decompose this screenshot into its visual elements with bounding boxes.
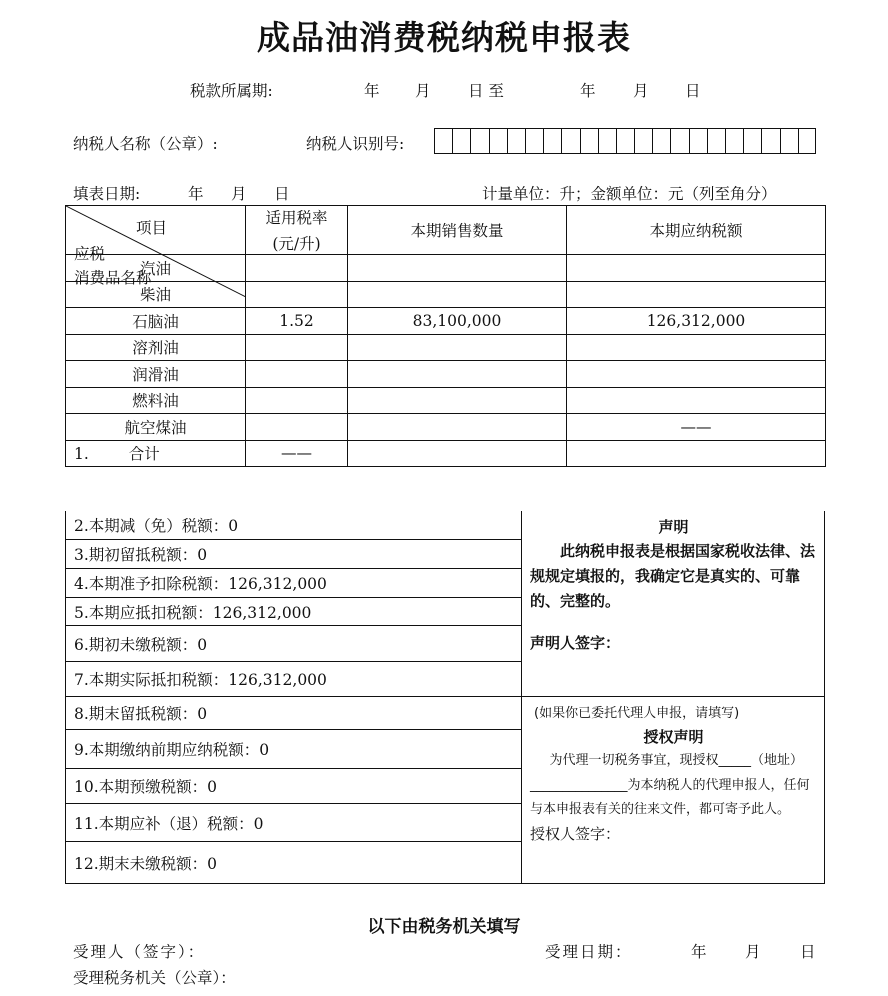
id-digit-box[interactable] (561, 128, 579, 154)
rate-header (246, 206, 348, 255)
tax-office-label[interactable]: 受理税务机关（公章）： (73, 969, 236, 987)
declaration-box (521, 511, 825, 697)
taxpayer-name-label: 纳税人名称（公章）: (73, 135, 218, 153)
qty-cell[interactable] (348, 414, 567, 441)
id-digit-box[interactable] (507, 128, 525, 154)
diag-bottom-label: 消费品名称 (74, 269, 152, 287)
period-end-year: 年 (580, 82, 596, 100)
lower-section (65, 511, 825, 884)
fill-date-label: 填表日期: (73, 185, 141, 203)
item-row[interactable]: 2.本期减（免）税额：0 (66, 511, 521, 540)
receive-date-year: 年 (691, 943, 707, 961)
rate-cell[interactable] (246, 414, 348, 441)
period-end-month: 月 (633, 82, 649, 100)
receive-date-day: 日 (800, 943, 816, 961)
total-label: 合计 (128, 445, 160, 464)
table-row (66, 334, 826, 361)
id-digit-box[interactable] (634, 128, 652, 154)
id-digit-box[interactable] (434, 128, 452, 154)
item-row[interactable]: 10.本期预缴税额：0 (66, 769, 521, 804)
authorization-box (521, 697, 825, 883)
rate-cell[interactable] (246, 361, 348, 388)
total-rate-cell: —— (246, 440, 348, 467)
diag-top-label: 项目 (136, 219, 168, 237)
receiver-label[interactable]: 受理人（签字）： (73, 943, 206, 961)
product-name: 航空煤油 (66, 414, 246, 441)
tax-cell[interactable] (567, 361, 826, 388)
table-row (66, 308, 826, 335)
total-name-cell (66, 440, 246, 467)
tax-cell[interactable]: —— (567, 414, 826, 441)
authorization-note: (如果你已委托代理人申报，请填写) (534, 706, 740, 721)
diag-mid-label: 应税 (74, 245, 106, 263)
id-digit-box[interactable] (616, 128, 634, 154)
product-name: 柴油 (66, 281, 246, 308)
footer-title: 以下由税务机关填写 (367, 917, 521, 937)
product-name: 润滑油 (66, 361, 246, 388)
period-end-day: 日 (685, 82, 701, 100)
rate-header-label: 适用税率 (265, 209, 328, 227)
item-row[interactable]: 8.期末留抵税额：0 (66, 697, 521, 730)
tax-cell[interactable]: 126,312,000 (567, 308, 826, 335)
qty-cell[interactable] (348, 281, 567, 308)
id-digit-box[interactable] (470, 128, 488, 154)
table-row (66, 361, 826, 388)
item-row[interactable]: 7.本期实际抵扣税额：126,312,000 (66, 662, 521, 697)
product-name: 汽油 (66, 255, 246, 282)
authorization-body: 为代理一切税务事宜，现授权_____（地址）_______________为本纳税人的代理申报人，任何与本申报表有关的往来文件，都可寄予此人。 (530, 753, 810, 817)
authorization-sign[interactable]: 授权人签字： (530, 824, 621, 843)
id-digit-box[interactable] (707, 128, 725, 154)
id-digit-box[interactable] (689, 128, 707, 154)
id-digit-box[interactable] (798, 128, 816, 154)
id-digit-box[interactable] (725, 128, 743, 154)
units-note: 计量单位：升；金额单位：元（列至角分） (482, 185, 777, 203)
id-digit-box[interactable] (543, 128, 561, 154)
id-digit-box[interactable] (452, 128, 470, 154)
period-start-year: 年 (364, 82, 380, 100)
rate-cell[interactable] (246, 281, 348, 308)
qty-cell[interactable] (348, 255, 567, 282)
item-row[interactable]: 5.本期应抵扣税额：126,312,000 (66, 598, 521, 626)
qty-cell[interactable]: 83,100,000 (348, 308, 567, 335)
id-digit-box[interactable] (525, 128, 543, 154)
authorization-title: 授权声明 (643, 728, 704, 746)
period-start-month: 月 (415, 82, 431, 100)
qty-cell[interactable] (348, 361, 567, 388)
fill-date-month: 月 (231, 185, 247, 203)
table-row (66, 387, 826, 414)
item-row[interactable]: 4.本期准予扣除税额：126,312,000 (66, 569, 521, 598)
fill-date-year: 年 (188, 185, 204, 203)
item-row[interactable]: 9.本期缴纳前期应纳税额：0 (66, 730, 521, 769)
qty-header: 本期销售数量 (348, 206, 567, 255)
period-label: 税款所属期: (190, 82, 273, 100)
declaration-body: 此纳税申报表是根据国家税收法律、法规规定填报的，我确定它是真实的、可靠的、完整的。 (530, 542, 816, 610)
total-row (66, 440, 826, 467)
table-header-row (66, 206, 826, 255)
taxpayer-id-label: 纳税人识别号: (306, 135, 405, 153)
period-start-day: 日 至 (468, 82, 504, 100)
declaration-title: 声明 (658, 518, 689, 536)
rate-header-unit: (元/升) (272, 235, 321, 253)
total-tax-cell[interactable] (567, 440, 826, 467)
total-qty-cell[interactable] (348, 440, 567, 467)
product-name: 石脑油 (66, 308, 246, 335)
tax-cell[interactable] (567, 334, 826, 361)
tax-cell[interactable] (567, 255, 826, 282)
id-digit-box[interactable] (743, 128, 761, 154)
taxpayer-id-boxes[interactable] (434, 128, 816, 154)
item-row[interactable]: 12.期末未缴税额：0 (74, 854, 218, 873)
receive-date-label: 受理日期： (545, 943, 633, 961)
declaration-sign[interactable]: 声明人签字： (530, 634, 621, 652)
rate-cell[interactable] (246, 334, 348, 361)
qty-cell[interactable] (348, 334, 567, 361)
product-name: 燃料油 (66, 387, 246, 414)
fill-date-day: 日 (274, 185, 290, 203)
rate-cell[interactable] (246, 255, 348, 282)
id-digit-box[interactable] (761, 128, 779, 154)
table-row (66, 414, 826, 441)
tax-cell[interactable] (567, 387, 826, 414)
rate-cell[interactable] (246, 387, 348, 414)
id-digit-box[interactable] (580, 128, 598, 154)
tax-header: 本期应纳税额 (567, 206, 826, 255)
receive-date-month: 月 (745, 943, 761, 961)
item-row[interactable]: 11.本期应补（退）税额：0 (66, 804, 521, 842)
total-number: 1. (74, 445, 89, 464)
id-digit-box[interactable] (652, 128, 670, 154)
id-digit-box[interactable] (489, 128, 507, 154)
page-title: 成品油消费税纳税申报表 (257, 18, 631, 57)
tax-table (65, 205, 826, 467)
id-digit-box[interactable] (598, 128, 616, 154)
qty-cell[interactable] (348, 387, 567, 414)
product-name: 溶剂油 (66, 334, 246, 361)
tax-cell[interactable] (567, 281, 826, 308)
item-row[interactable]: 3.期初留抵税额：0 (66, 540, 521, 569)
id-digit-box[interactable] (670, 128, 688, 154)
rate-cell[interactable]: 1.52 (246, 308, 348, 335)
id-digit-box[interactable] (780, 128, 798, 154)
item-row[interactable]: 6.期初未缴税额：0 (66, 626, 521, 662)
